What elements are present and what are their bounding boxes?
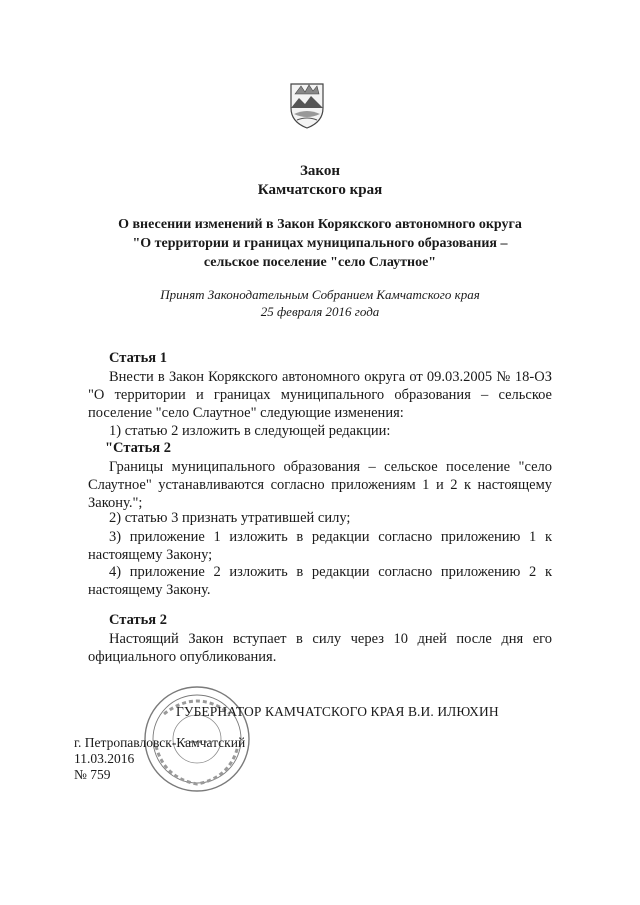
law-number: № 759 (74, 767, 111, 782)
law-subject-line: сельское поселение "село Слаутное" (203, 255, 437, 270)
article-1-item-3 (88, 528, 552, 564)
article-1-intro-text: Внести в Закон Корякского автономного округа от 09.03.2005 № 18-ОЗ "О территории и границах муниципального образования – сельское поселение "село Слаутное" следующие изменения: (88, 369, 552, 422)
document-title-region: Камчатского края (257, 182, 383, 198)
adoption-note: Принят Законодательным Собранием Камчатского края (160, 287, 480, 302)
quoted-article-body: Границы муниципального образования – сельское поселение "село Слаутное" устанавливаются согласно приложениям 1 и 2 к настоящему Закону."; (88, 459, 552, 512)
article-1-item-3-text: 3) приложение 1 изложить в редакции согласно приложению 1 к настоящему Закону; (88, 529, 552, 564)
article-1-item-2: 2) статью 3 признать утратившей силу; (109, 510, 351, 526)
article-1-intro (88, 368, 552, 423)
article-1-item-4-text: 4) приложение 2 изложить в редакции согласно приложению 2 к настоящему Закону. (88, 564, 552, 599)
law-subject-line: О внесении изменений в Закон Корякского автономного округа (118, 217, 522, 232)
law-subject-line: "О территории и границах муниципального образования – (132, 236, 508, 251)
article-2-body: Настоящий Закон вступает в силу через 10 дней после дня его официального опубликования. (88, 631, 552, 666)
quoted-article-text (88, 458, 552, 513)
governor-signature: ГУБЕРНАТОР КАМЧАТСКОГО КРАЯ В.И. ИЛЮХИН (176, 704, 499, 719)
signing-city: г. Петропавловск-Камчатский (74, 735, 246, 750)
adoption-date: 25 февраля 2016 года (260, 304, 380, 319)
article-1-item-1: 1) статью 2 изложить в следующей редакции: (109, 423, 391, 439)
article-1-item-4 (88, 563, 552, 599)
article-2-heading: Статья 2 (109, 612, 167, 628)
article-1-heading: Статья 1 (109, 350, 167, 366)
document-title: Закон (299, 163, 340, 179)
article-2-text (88, 630, 552, 666)
signing-date: 11.03.2016 (74, 751, 135, 766)
quoted-article-heading: "Статья 2 (105, 440, 172, 456)
kamchatka-coat-of-arms-icon (283, 74, 331, 130)
